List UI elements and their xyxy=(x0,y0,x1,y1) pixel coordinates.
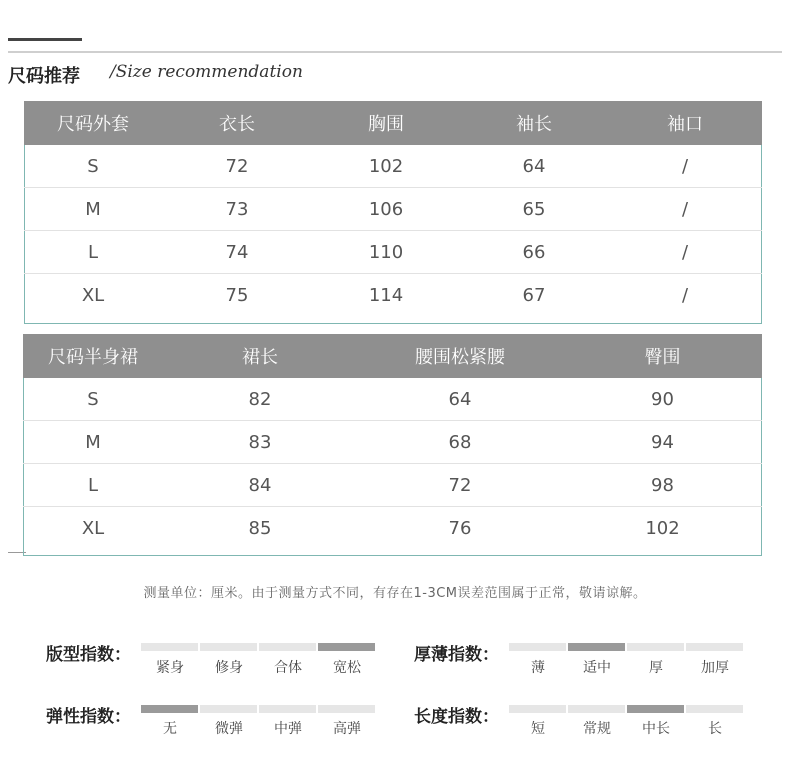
thickness-index-segment xyxy=(568,643,625,651)
table-cell: S xyxy=(23,378,163,421)
table-cell: 67 xyxy=(522,284,546,306)
table-cell: 72 xyxy=(162,145,312,188)
measurement-note: 测量单位：厘米。由于测量方式不同，有存在1-3CM误差范围属于正常，敬请谅解。 xyxy=(143,586,647,601)
fit-index-segment xyxy=(141,643,198,651)
fit-index-segment xyxy=(200,643,257,651)
thickness-index-segment xyxy=(627,643,684,651)
skirt-header-length: 裙长 xyxy=(163,334,357,378)
jacket-header-size: 尺码外套 xyxy=(24,101,162,145)
table-cell: 90 xyxy=(563,378,762,421)
length-index-option: 中长 xyxy=(642,721,670,737)
table-cell: M xyxy=(23,421,163,464)
stretch-index-segment xyxy=(259,705,316,713)
thickness-index-segment xyxy=(686,643,743,651)
table-cell: 110 xyxy=(312,231,460,274)
top-divider xyxy=(8,51,782,53)
jacket-header-row xyxy=(24,101,762,145)
length-index-label: 长度指数： xyxy=(414,707,499,727)
length-index-segment xyxy=(568,705,625,713)
length-index-option: 长 xyxy=(708,721,722,737)
thickness-index-label: 厚薄指数： xyxy=(414,645,499,665)
length-index-segment xyxy=(509,705,566,713)
fit-index-option: 修身 xyxy=(215,660,243,676)
stretch-index-option: 中弹 xyxy=(274,721,302,737)
table-cell: 102 xyxy=(645,517,680,539)
jacket-header-sleeve: 袖长 xyxy=(460,101,608,145)
skirt-header-row xyxy=(23,334,762,378)
table-cell: 102 xyxy=(312,145,460,188)
table-cell: XL xyxy=(81,284,105,306)
jacket-header-cuff: 袖口 xyxy=(608,101,762,145)
table-cell: / xyxy=(681,284,689,306)
table-cell: 85 xyxy=(248,517,272,539)
fit-index-option: 紧身 xyxy=(156,660,184,676)
stretch-index-segment xyxy=(141,705,198,713)
table-cell: 65 xyxy=(460,188,608,231)
fit-index-segment xyxy=(318,643,375,651)
thickness-index-option: 薄 xyxy=(531,660,545,676)
table-cell: 68 xyxy=(357,421,563,464)
table-cell: 94 xyxy=(563,421,762,464)
table-cell: 64 xyxy=(357,378,563,421)
length-index-segment xyxy=(627,705,684,713)
table-cell: 64 xyxy=(460,145,608,188)
stretch-index-label: 弹性指数： xyxy=(46,707,131,727)
table-cell: 82 xyxy=(163,378,357,421)
fit-index-segment xyxy=(259,643,316,651)
table-cell: 73 xyxy=(162,188,312,231)
length-index-option: 常规 xyxy=(583,721,611,737)
table-row xyxy=(23,421,762,464)
table-cell: 114 xyxy=(368,284,404,306)
jacket-size-table xyxy=(24,101,762,316)
size-heading-zh: 尺码推荐 xyxy=(8,66,80,87)
fit-index-option: 宽松 xyxy=(333,660,361,676)
table-cell: M xyxy=(24,188,162,231)
thickness-index-segment xyxy=(509,643,566,651)
stretch-index-option: 微弹 xyxy=(215,721,243,737)
stretch-index-option: 无 xyxy=(163,721,177,737)
table-cell: 83 xyxy=(163,421,357,464)
table-cell: 75 xyxy=(225,284,249,306)
thickness-index-option: 加厚 xyxy=(701,660,729,676)
table-row xyxy=(23,464,762,507)
table-cell: 72 xyxy=(357,464,563,507)
fit-index-label: 版型指数： xyxy=(46,645,131,665)
thickness-index-option: 适中 xyxy=(583,660,611,676)
table-cell: L xyxy=(23,464,163,507)
table-cell: 84 xyxy=(163,464,357,507)
table-row xyxy=(24,274,762,317)
table-cell: 98 xyxy=(563,464,762,507)
table-cell: XL xyxy=(81,517,105,539)
table-cell: L xyxy=(24,231,162,274)
stretch-index-segment xyxy=(200,705,257,713)
stretch-index-option: 高弹 xyxy=(333,721,361,737)
skirt-header-size: 尺码半身裙 xyxy=(23,334,163,378)
skirt-size-table xyxy=(23,334,762,549)
table-cell: / xyxy=(608,188,762,231)
length-index-segment xyxy=(686,705,743,713)
table-row xyxy=(23,507,762,550)
table-cell: 76 xyxy=(448,517,472,539)
length-index-option: 短 xyxy=(531,721,545,737)
jacket-header-length: 衣长 xyxy=(162,101,312,145)
table-row xyxy=(23,378,762,421)
table-cell: / xyxy=(608,231,762,274)
size-heading-en: /Size recommendation xyxy=(110,62,303,82)
table-cell: 66 xyxy=(460,231,608,274)
fit-index-option: 合体 xyxy=(274,660,302,676)
jacket-header-chest: 胸围 xyxy=(312,101,460,145)
table-row xyxy=(24,188,762,231)
thickness-index-option: 厚 xyxy=(649,660,663,676)
top-accent-rule xyxy=(8,38,82,41)
stretch-index-segment xyxy=(318,705,375,713)
skirt-header-waist: 腰围松紧腰 xyxy=(357,334,563,378)
table-cell: S xyxy=(24,145,162,188)
table-cell: 74 xyxy=(162,231,312,274)
table-row xyxy=(24,231,762,274)
table-row xyxy=(24,145,762,188)
table-cell: 106 xyxy=(312,188,460,231)
table-cell: / xyxy=(608,145,762,188)
skirt-header-hip: 臀围 xyxy=(563,334,762,378)
